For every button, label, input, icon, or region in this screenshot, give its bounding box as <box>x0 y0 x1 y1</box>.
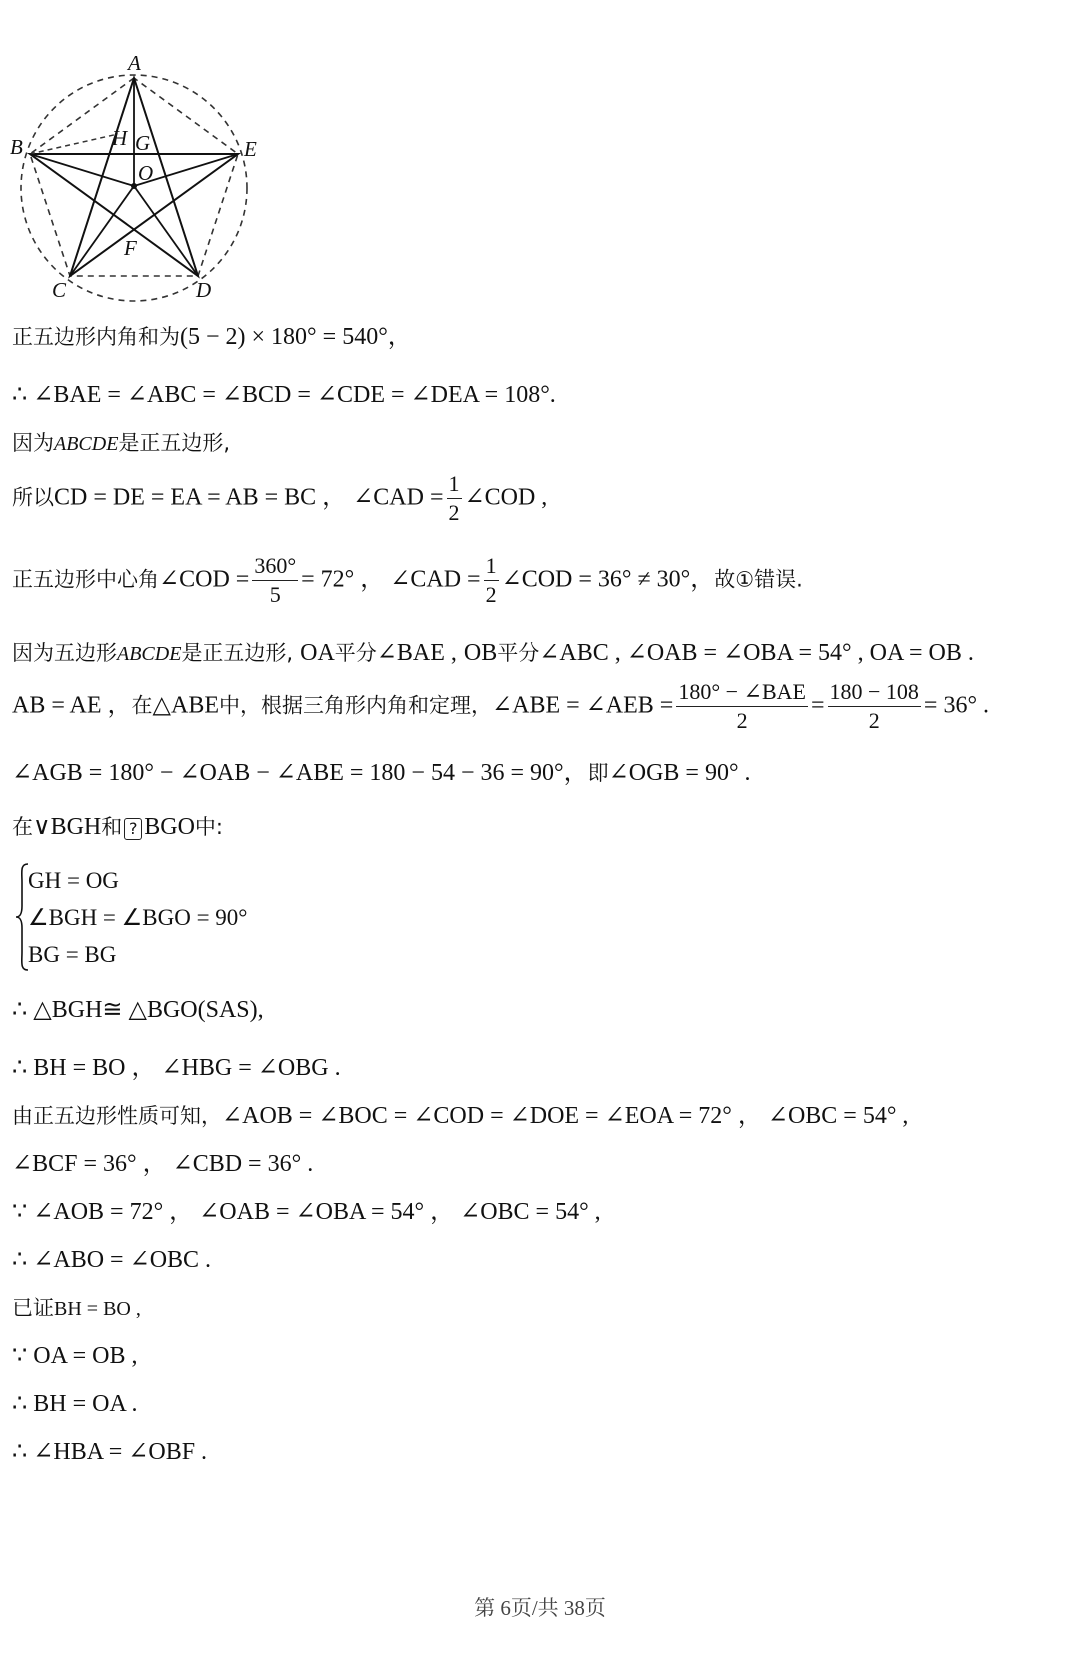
line-bh-oa: ∴ BH = OA . <box>12 1391 138 1417</box>
equation-system <box>28 862 248 973</box>
label-f: F <box>124 236 137 260</box>
system-row-3: BG = BG <box>28 942 117 967</box>
label-a: A <box>128 51 141 75</box>
line-bh-bo: ∴ BH = BO ， ∠HBG = ∠OBG . <box>12 1055 341 1081</box>
system-row-2: ∠BGH = ∠BGO = 90° <box>28 905 248 930</box>
fraction-angle-expr: $\frac{\text{180° − ∠BAE}}{2}$ <box>678 679 806 733</box>
line-abo-obc: ∴ ∠ABO = ∠OBC . <box>12 1247 212 1273</box>
line-hba-obf: ∴ ∠HBA = ∠OBF . <box>12 1439 208 1465</box>
line-bisectors: 因为五边形ABCDE是正五边形, OA平分∠BAE , OB平分∠ABC , ∠OAB = ∠OBA = 54° , OA = OB . <box>12 640 974 666</box>
segment-ob <box>30 154 134 186</box>
fraction-half: $\frac{1}{2}$ <box>448 471 460 525</box>
segment-od <box>134 186 198 276</box>
line-equal-arcs: 所以CD = DE = EA = AB = BC ， ∠CAD = $\frac{1}{2}$ ∠COD , <box>12 471 548 525</box>
line-oa-ob: ∵ OA = OB , <box>12 1343 138 1369</box>
unknown-glyph-box: ? <box>124 818 142 840</box>
line-pentagon-property: 由正五边形性质可知，∠AOB = ∠BOC = ∠COD = ∠DOE = ∠EOA = 72° ， ∠OBC = 54° , <box>12 1103 909 1129</box>
label-o: O <box>138 161 154 185</box>
line-triangle-abe: AB = AE ，在△ABE中，根据三角形内角和定理，∠ABE = ∠AEB = $\frac{\text{180° − ∠BAE}}{2}$ = $\frac{180 - 108}{2}$ = 36° . <box>12 679 990 733</box>
label-g: G <box>135 131 151 155</box>
line-equal-angles: ∴ ∠BAE = ∠ABC = ∠BCD = ∠CDE = ∠DEA = 108°. <box>12 382 556 408</box>
line-central-angle: 正五边形中心角∠COD = $\frac{360^\circ}{5}$ = 72° ， ∠CAD = $\frac{1}{2}$ ∠COD = 36° ≠ 30°，故①错误. <box>12 553 803 607</box>
label-c: C <box>52 278 67 302</box>
line-proved-bh-bo: 已证BH = BO , <box>12 1296 141 1320</box>
label-e: E <box>244 137 257 161</box>
line-triangles-compare: 在∨BGH和 ? BGO中: <box>12 814 223 840</box>
line-bcf-cbd: ∠BCF = 36° ， ∠CBD = 36° . <box>12 1151 314 1177</box>
pentagram-figure <box>0 50 280 360</box>
label-b: B <box>10 135 23 159</box>
fraction-360-over-5: $\frac{360^\circ}{5}$ <box>254 553 297 607</box>
page-footer: 第 6页/共 38页 <box>474 1596 606 1620</box>
line-congruence: ∴ △BGH≅ △BGO(SAS), <box>12 997 264 1023</box>
line-angle-agb: ∠AGB = 180° − ∠OAB − ∠ABE = 180 − 54 − 36 = 90°，即∠OGB = 90° . <box>12 760 751 786</box>
line-because-aob: ∵ ∠AOB = 72° ， ∠OAB = ∠OBA = 54° ， ∠OBC = 54° , <box>12 1199 601 1225</box>
label-d: D <box>196 278 212 302</box>
segment-oc <box>70 186 134 276</box>
line-interior-angle-sum: 正五边形内角和为(5 − 2) × 180° = 540°， <box>12 324 412 350</box>
system-row-1: GH = OG <box>28 868 119 893</box>
line-regular-pentagon: 因为ABCDE是正五边形, <box>12 431 231 455</box>
fraction-half-2: $\frac{1}{2}$ <box>485 553 497 607</box>
point-o <box>131 183 137 189</box>
label-h: H <box>112 126 128 150</box>
fraction-numeric-expr: $\frac{180 - 108}{2}$ <box>829 679 919 733</box>
